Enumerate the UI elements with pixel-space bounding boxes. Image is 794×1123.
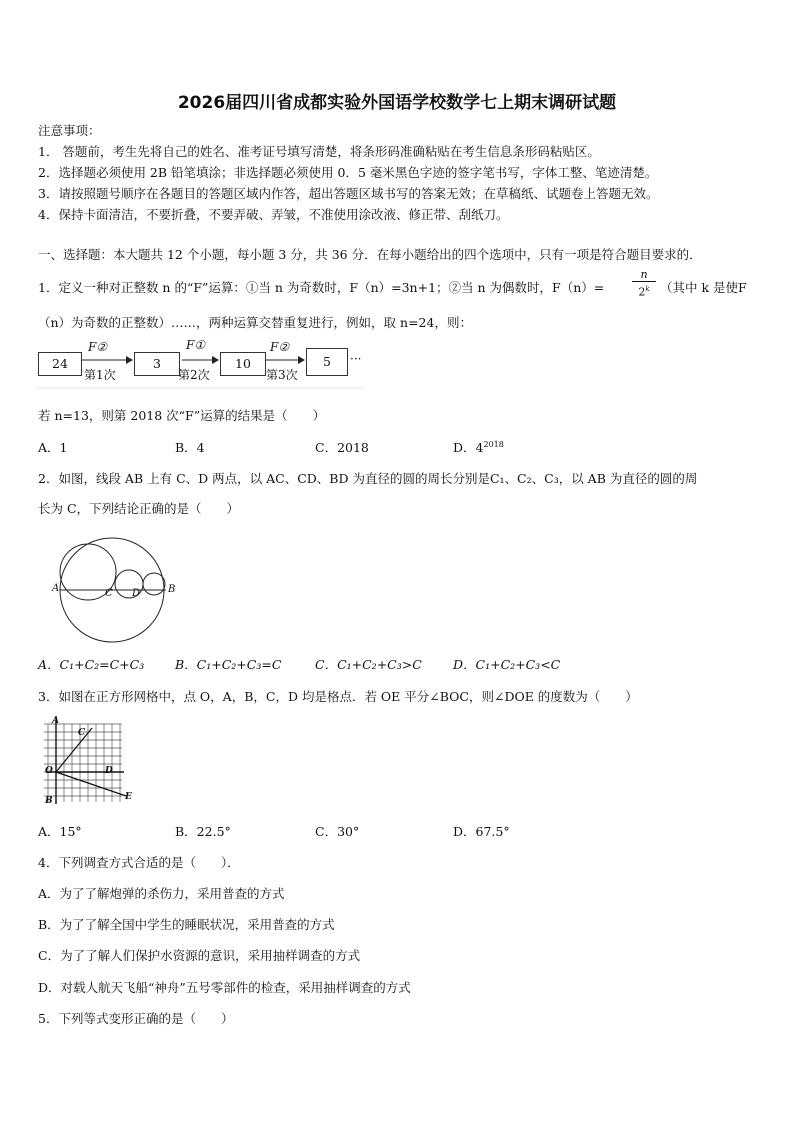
q1-fraction [632,268,656,300]
notice-item: 3．请按照题号顺序在各题目的答题区域内作答，超出答题区域书写的答案无效；在草稿纸、试题卷上答题无效。 [38,186,659,201]
q1-frac-den: 2 [638,285,646,299]
point-label-o: O [45,766,53,776]
point-label-e: E [125,792,132,802]
q1-option-a: A．1 [38,440,68,455]
q1-line1: 1．定义一种对正整数 n 的“F”运算：①当 n 为奇数时，F（n）=3n+1；②当 n 为偶数时，F（n）= [38,280,605,295]
flow-step-label: 第2次 [178,368,210,382]
q4-line1: 4．下列调查方式合适的是（ ）． [38,855,240,870]
page-title: 2026届四川省成都实验外国语学校数学七上期末调研试题 [177,93,617,113]
q1-question: 若 n=13，则第 2018 次“F”运算的结果是（ ） [38,408,326,423]
circle-c3 [143,573,165,595]
q2-option-a: A．C₁+C₂=C+C₃ [38,657,145,672]
q3-grid-figure [42,716,142,808]
notice-heading: 注意事项： [38,123,101,138]
point-label-d: D [132,588,141,599]
section-heading: 一、选择题：本大题共 12 个小题，每小题 3 分，共 36 分．在每小题给出的四个选项中，只有一项是符合题目要求的． [38,247,702,262]
q3-option-c: C．30° [315,824,360,839]
q2-figure [48,528,188,648]
q3-option-a: A．15° [38,824,82,839]
notice-item: 4．保持卡面清洁，不要折叠，不要弄破、弄皱，不准使用涂改液、修正带、刮纸刀。 [38,207,509,222]
q4-option-a: A．为了了解炮弹的杀伤力，采用普查的方式 [38,886,285,901]
flow-op-label: F② [270,340,290,354]
point-label-b: B [168,584,176,595]
q1-option-d-label: D．4 [453,440,484,455]
q1-option-d-exp: 2018 [483,439,504,449]
q5-line1: 5．下列等式变形正确的是（ ） [38,1011,234,1026]
q2-option-c: C．C₁+C₂+C₃>C [315,657,422,672]
point-label-a: A [52,716,59,726]
q1-line1-tail: （其中 k 是使F [660,280,747,295]
q1-frac-num: n [640,268,648,281]
q4-option-b: B．为了了解全国中学生的睡眠状况，采用普查的方式 [38,917,335,932]
flow-op-label: F② [88,340,108,354]
q4-option-d: D．对载人航天飞船“神舟”五号零部件的检查，采用抽样调查的方式 [38,980,411,995]
q3-option-d: D．67.5° [453,824,510,839]
point-label-c: C [78,728,86,738]
notice-item: 1． 答题前，考生先将自己的姓名、准考证号填写清楚，将条形码准确粘贴在考生信息条形码粘贴区。 [38,144,600,159]
q1-option-d [453,438,504,456]
point-label-d: D [105,766,113,776]
point-label-a: A [52,583,60,594]
flow-op-label: F① [186,338,206,352]
circles-diagram [48,528,188,648]
flow-box: 5 [306,348,348,376]
q1-line2: （n）为奇数的正整数）……，两种运算交替重复进行，例如，取 n=24，则： [38,315,472,330]
flow-box: 24 [38,352,82,376]
q1-option-b: B．4 [175,440,205,455]
notice-item: 2．选择题必须使用 2B 铅笔填涂；非选择题必须使用 0．5 毫米黑色字迹的签字笔书写，字体工整、笔迹清楚。 [38,165,658,180]
q3-option-b: B．22.5° [175,824,231,839]
flow-box: 3 [134,352,180,376]
flow-ellipsis: ··· [350,352,362,366]
q2-option-d: D．C₁+C₂+C₃<C [453,657,561,672]
q1-option-c: C．2018 [315,440,369,455]
flow-step-label: 第3次 [266,368,298,382]
q2-line1: 2．如图，线段 AB 上有 C、D 两点，以 AC、CD、BD 为直径的圆的周长分别是C₁、C₂、C₃，以 AB 为直径的圆的周 [38,471,698,486]
q2-option-b: B．C₁+C₂+C₃=C [175,657,282,672]
q2-line2: 长为 C，下列结论正确的是（ ） [38,501,240,516]
q1-frac-exp: k [645,285,650,293]
point-label-c: C [105,588,113,599]
q4-option-c: C．为了了解人们保护水资源的意识，采用抽样调查的方式 [38,948,361,963]
q1-flow-diagram [36,338,366,390]
flow-box: 10 [220,352,266,376]
q3-line1: 3．如图在正方形网格中，点 O，A，B，C，D 均是格点．若 OE 平分∠BOC，则∠DOE 的度数为（ ） [38,689,638,704]
point-label-b: B [45,796,53,806]
flow-step-label: 第1次 [84,368,116,382]
